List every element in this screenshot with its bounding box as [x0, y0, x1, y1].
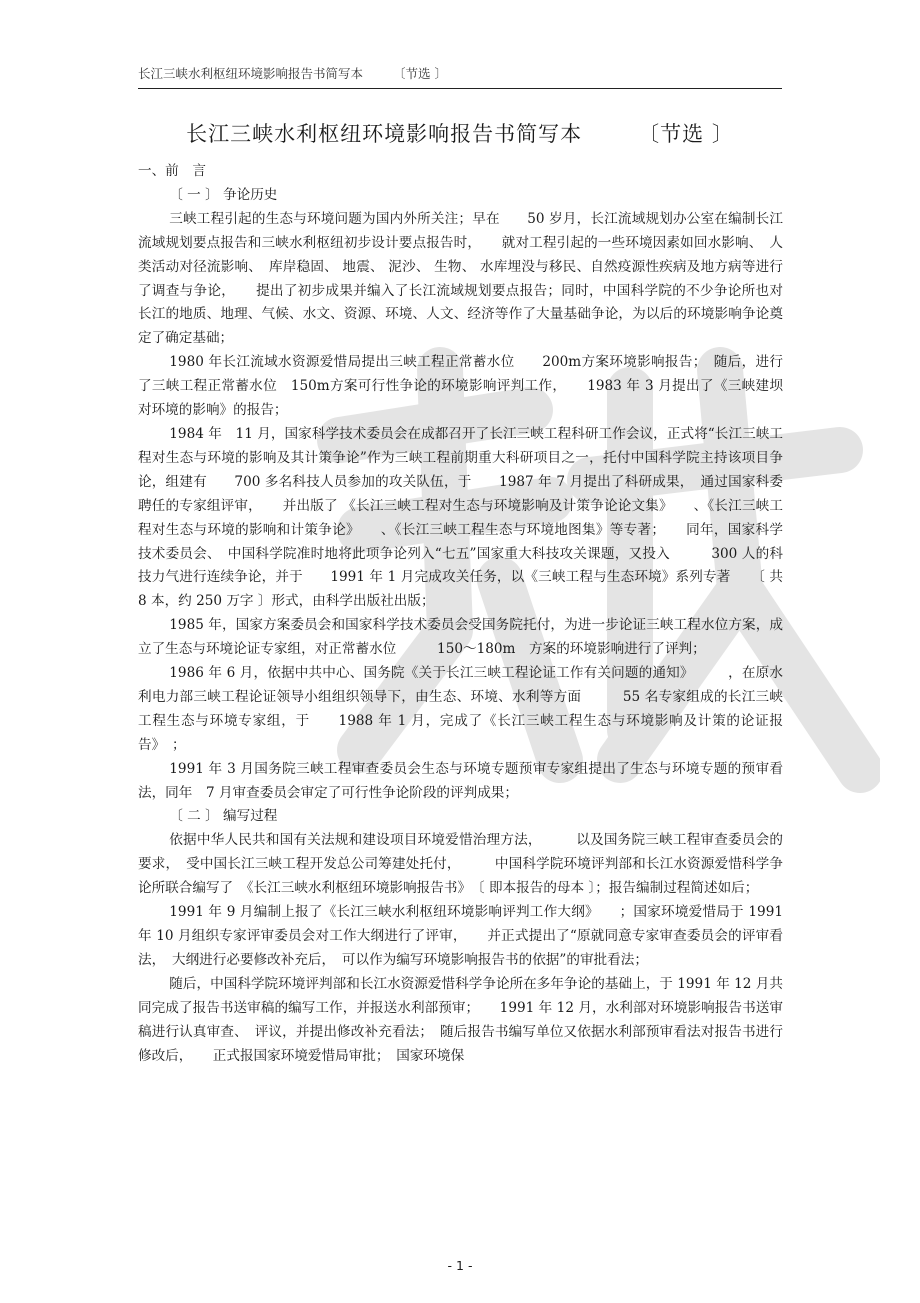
paragraph: 1991 年 9 月编制上报了《长江三峡水利枢纽环境影响评判工作大纲》 ；国家环境爱惜局于 1991 年 10 月组织专家评审委员会对工作大纲进行了评审， 并正式提出了“原就同意专家审查委员会的评审看法， 大纲进行必要修改补充后， 可以作为编写环境影响报告书的依据”的审批看法； — [138, 904, 783, 968]
document-title-main: 长江三峡水利枢纽环境影响报告书简写本 — [186, 122, 583, 146]
section-heading: 一、前 言 — [138, 163, 206, 179]
paragraph: 依据中华人民共和国有关法规和建设项目环境爱惜治理方法， 以及国务院三峡工程审查委员会的要求， 受中国长江三峡工程开发总公司筹建处托付， 中国科学院环境评判部和长江水资源爱惜科学争论所联合编写了 《长江三峡水利枢纽环境影响报告书》 〔 即本报告的母本 〕；报告编制过程简述如后； — [138, 832, 783, 897]
paragraph: 1986 年 6 月，依据中共中心、国务院《关于长江三峡工程论证工作有关问题的通知》 ，在原水利电力部三峡工程论证领导小组组织领导下，由生态、环境、水利等方面 55 名专家组成的长江三峡工程生态与环境专家组，于 1988 年 1 月，完成了《长江三峡工程生态与环境影响及计策的论证报告》 ； — [138, 665, 783, 753]
subsection-heading: 〔 二 〕 编写过程 — [169, 808, 278, 825]
document-title-subtitle: 〔节选 〕 — [638, 122, 734, 146]
document-title — [140, 118, 780, 148]
paragraph: 1984 年 11 月，国家科学技术委员会在成都召开了长江三峡工程科研工作会议，正式将“长江三峡工程对生态与环境的影响及其计策争论”作为三峡工程前期重大科研项目之一，托付中国科学院主持该项目争论，组建有 700 多名科技人员参加的攻关队伍，于 1987 年 7 月提出了科研成果， 通过国家科委聘任的专家组评审， 并出版了 《长江三峡工程对生态与环境影响及计策争论论文集》 、《长江三峡工程对生态与环境的影响和计策争论》 、《长江三峡工程生态与环境地图集》等专著； 同年，国家科学技术委员会、 中国科学院准时地将此项争论列入“七五”国家重大科技攻关课题，又投入 300 人的科技力气进行连续争论，并于 1991 年 1 月完成攻关任务，以《三峡工程与生态环境》系列专著 〔 共 8 本，约 250 万字 〕形式，由科学出版社出版； — [138, 425, 783, 610]
paragraph: 1985 年，国家方案委员会和国家科学技术委员会受国务院托付，为进一步论证三峡工程水位方案，成立了生态与环境论证专家组，对正常蓄水位 150～180m 方案的环境影响进行了评判； — [138, 617, 783, 658]
paragraph: 三峡工程引起的生态与环境问题为国内外所关注；早在 50 岁月，长江流域规划办公室在编制长江流域规划要点报告和三峡水利枢纽初步设计要点报告时， 就对工程引起的一些环境因素如回水影响、 人类活动对径流影响、 库岸稳固、 地震、 泥沙、 生物、 水库埋没与移民、自然疫源性疾病及地方病等进行了调查与争论， 提出了初步成果并编入了长江流域规划要点报告；同时，中国科学院的不少争论所也对长江的地质、地理、气候、水文、资源、环境、人文、经济等作了大量基础争论，为以后的环境影响争论奠定了确定基础； — [138, 210, 783, 347]
paragraph: 1980 年长江流域水资源爱惜局提出三峡工程正常蓄水位 200m方案环境影响报告； 随后，进行了三峡工程正常蓄水位 150m方案可行性争论的环境影响评判工作， 1983 年 3 月提出了《三峡建坝对环境的影响》的报告； — [138, 354, 783, 419]
paragraph: 1991 年 3 月国务院三峡工程审查委员会生态与环境专题预审专家组提出了生态与环境专题的预审看法，同年 7 月审查委员会审定了可行性争论阶段的评判成果； — [138, 760, 783, 801]
page-number: - 1 - — [447, 1258, 473, 1273]
document-body — [138, 160, 783, 1068]
subsection-heading: 〔 一 〕 争论历史 — [169, 186, 278, 203]
running-header-title: 长江三峡水利枢纽环境影响报告书简写本 — [138, 66, 364, 81]
running-header-subtitle: 〔节选 〕 — [393, 66, 447, 81]
running-header — [138, 64, 780, 82]
header-rule — [138, 88, 782, 89]
paragraph: 随后，中国科学院环境评判部和长江水资源爱惜科学争论所在多年争论的基础上，于 1991 年 12 月共同完成了报告书送审稿的编写工作，并报送水利部预审； 1991 年 12 月，水利部对环境影响报告书送审稿进行认真审查、 评议，并提出修改补充看法； 随后报告书编写单位又依据水利部预审看法对报告书进行修改后， 正式报国家环境爱惜局审批； 国家环境保 — [138, 975, 783, 1064]
